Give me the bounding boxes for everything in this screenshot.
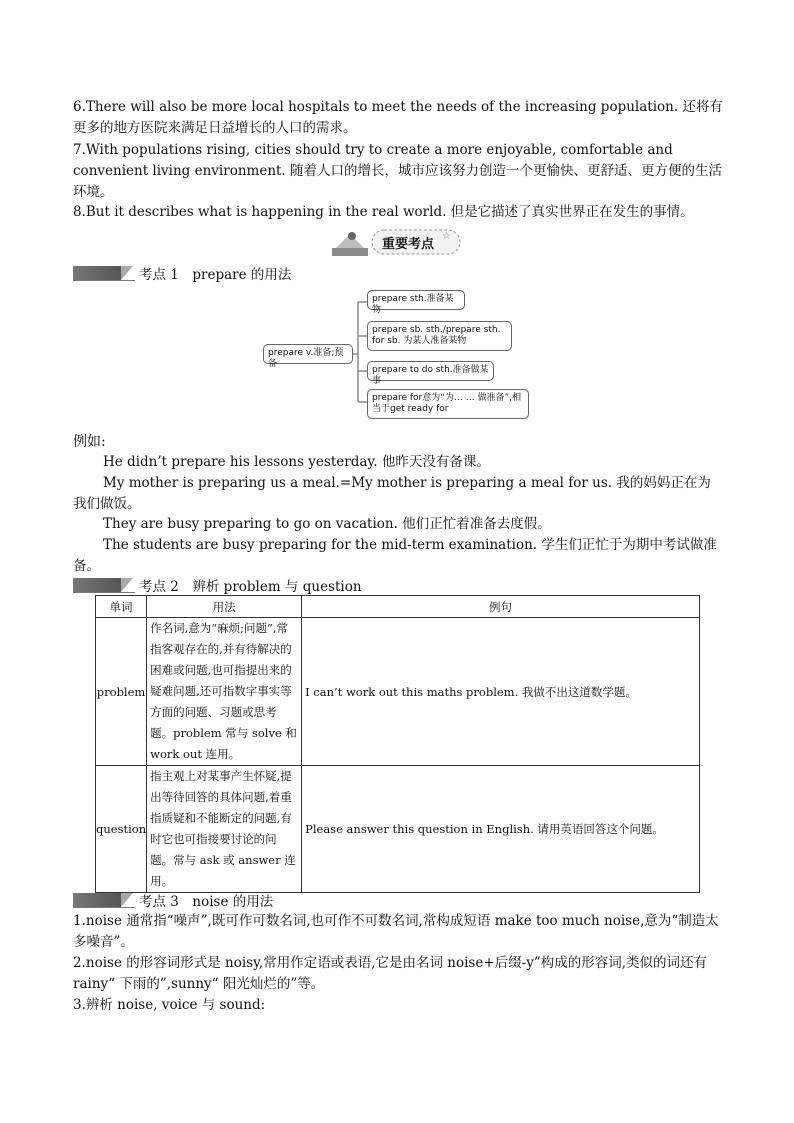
row-usage: 指主观上对某事产生怀疑,提出等待回答的具体问题,着重指质疑和不能断定的问题,有时它也可指接要讨论的问题。常与 ask 或 answer 连用。 bbox=[147, 766, 302, 893]
section-banner bbox=[330, 226, 464, 258]
row-word: question bbox=[96, 766, 147, 893]
mindmap-branch-2: prepare sb. sth./prepare sth. for sb. 为某人准备某物 bbox=[367, 321, 512, 351]
section-marker-icon bbox=[73, 266, 135, 280]
kaodian-1-header bbox=[73, 265, 291, 281]
banner-title: 重要考点 bbox=[382, 237, 435, 252]
example-intro: 例如: bbox=[73, 434, 106, 450]
sentence-7: 7.With populations rising, cities should try to create a more enjoyable, comfortable and convenient living environment. 随着人口的增长，城市应该努力创造一个更愉快、更舒适、更方便的生活环境。 bbox=[73, 142, 723, 200]
example-1: He didn’t prepare his lessons yesterday. 他昨天没有备课。 bbox=[103, 454, 490, 470]
kaodian-3-title: 考点 3 noise 的用法 bbox=[139, 894, 274, 910]
header-usage: 用法 bbox=[147, 596, 302, 618]
mindmap-branch-4: prepare for意为“为… … 做准备”,相当于get ready for bbox=[367, 389, 529, 419]
example-2: My mother is preparing us a meal.=My mother is preparing a meal for us. 我的妈妈正在为我们做饭。 bbox=[73, 475, 711, 512]
mindmap-branch-1: prepare sth.准备某物 bbox=[367, 290, 465, 310]
table-header-row bbox=[96, 596, 700, 618]
noise-point-1: 1.noise 通常指“噪声”,既可作可数名词,也可作不可数名词,常构成短语 make too much noise,意为“制造太多噪音”。 bbox=[73, 913, 719, 950]
kaodian-3-header bbox=[73, 892, 273, 908]
mindmap-root: prepare v.准备;预备 bbox=[263, 344, 353, 364]
row-word: problem bbox=[96, 618, 147, 766]
example-4: The students are busy preparing for the mid-term examination. 学生们正忙于为期中考试做准备。 bbox=[73, 537, 717, 574]
mindmap-branch-3: prepare to do sth.准备做某事 bbox=[367, 361, 494, 381]
problem-question-table bbox=[95, 595, 700, 893]
section-marker-icon bbox=[73, 578, 135, 592]
sentence-6: 6.There will also be more local hospitals to meet the needs of the increasing population. 还将有更多的地方医院来满足日益增长的人口的需求。 bbox=[73, 99, 723, 136]
row-example: Please answer this question in English. 请用英语回答这个问题。 bbox=[302, 766, 700, 893]
header-example: 例句 bbox=[302, 596, 700, 618]
noise-point-2: 2.noise 的形容词形式是 noisy,常用作定语或表语,它是由名词 noise+后缀-y”构成的形容词,类似的词还有 rainy“ 下雨的”,sunny“ 阳光灿烂的”等。 bbox=[73, 955, 708, 992]
table-row bbox=[96, 766, 700, 893]
star-icon: ☆ bbox=[442, 231, 451, 242]
section-marker-icon bbox=[73, 893, 135, 907]
kaodian-2-header bbox=[73, 577, 362, 593]
kaodian-1-title: 考点 1 prepare 的用法 bbox=[139, 267, 292, 283]
row-usage: 作名词,意为“麻烦;问题”,常指客观存在的,并有待解决的困难或问题,也可指提出来的疑难问题,还可指数字事实等方面的问题、习题或思考题。problem 常与 solve 和 work out 连用。 bbox=[147, 618, 302, 766]
noise-point-3: 3.辨析 noise, voice 与 sound: bbox=[73, 997, 266, 1013]
example-3: They are busy preparing to go on vacation. 他们正忙着准备去度假。 bbox=[103, 516, 551, 532]
header-word: 单词 bbox=[96, 596, 147, 618]
row-example: I can’t work out this maths problem. 我做不出这道数学题。 bbox=[302, 618, 700, 766]
sentence-8: 8.But it describes what is happening in the real world. 但是它描述了真实世界正在发生的事情。 bbox=[73, 204, 694, 220]
kaodian-2-title: 考点 2 辨析 problem 与 question bbox=[139, 579, 362, 595]
table-row bbox=[96, 618, 700, 766]
